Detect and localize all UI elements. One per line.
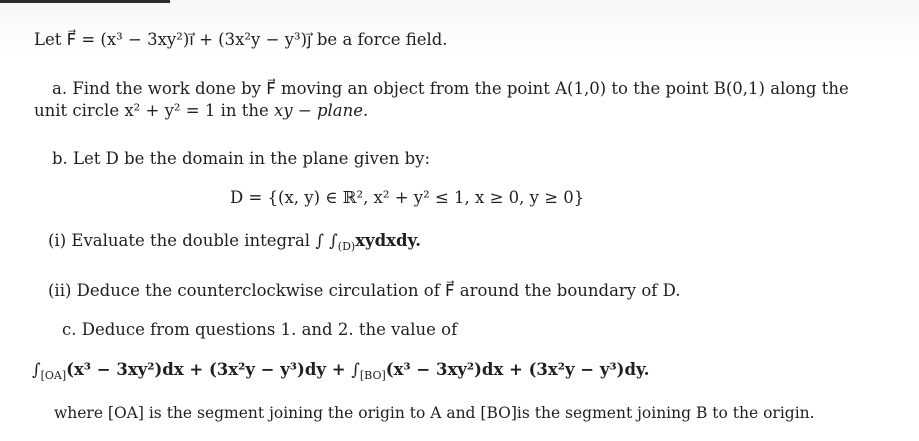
integral-bo-subscript: [BO] [359,369,386,382]
xy-plane: xy − plane. [274,101,369,120]
item-i-prefix: (i) Evaluate the double integral [48,231,316,250]
integral-oa-expression: (x³ − 3xy²)dx + (3x²y − y³)dy + [66,360,352,379]
part-c-label: c. Deduce from questions 1. and 2. the value of [62,320,458,339]
domain-subscript: (D) [337,240,356,253]
intro-suffix: be a force field. [311,30,448,49]
integral-oa-subscript: [OA] [40,369,67,382]
part-a-unit-circle-prefix: unit circle [34,101,125,120]
part-b-item-ii: (ii) Deduce the counterclockwise circulation of F⃗ around the boundary of D. [48,281,681,300]
integral-oa-sign: ∫ [32,360,41,379]
segment-note: where [OA] is the segment joining the origin to A and [BO]is the segment joining B to the origin. [54,404,815,422]
domain-definition: D = {(x, y) ∈ ℝ², x² + y² ≤ 1, x ≥ 0, y ≥ 0} [230,188,585,207]
intro-prefix: Let [34,30,67,49]
part-b-label: b. Let D be the domain in the plane given by: [52,149,431,168]
top-rule [0,0,170,3]
double-integral-sign: ∫ ∫ [315,231,338,250]
force-field-expression: F⃗ = (x³ − 3xy²)ı⃗ + (3x²y − y³)ȷ⃗ [66,30,312,49]
problem-intro [34,30,448,50]
part-a-mid: in the [215,101,274,120]
line-integral-expression [32,360,649,386]
integrand: xydxdy. [355,231,421,250]
part-a-line-1: a. Find the work done by F⃗ moving an object from the point A(1,0) to the point B(0,1) along the [52,79,849,98]
integral-bo-expression: (x³ − 3xy²)dx + (3x²y − y³)dy. [385,360,650,379]
part-a-line-2 [34,101,368,121]
part-b-item-i [48,231,421,257]
unit-circle-equation: x² + y² = 1 [124,101,216,120]
integral-bo-sign: ∫ [351,360,360,379]
